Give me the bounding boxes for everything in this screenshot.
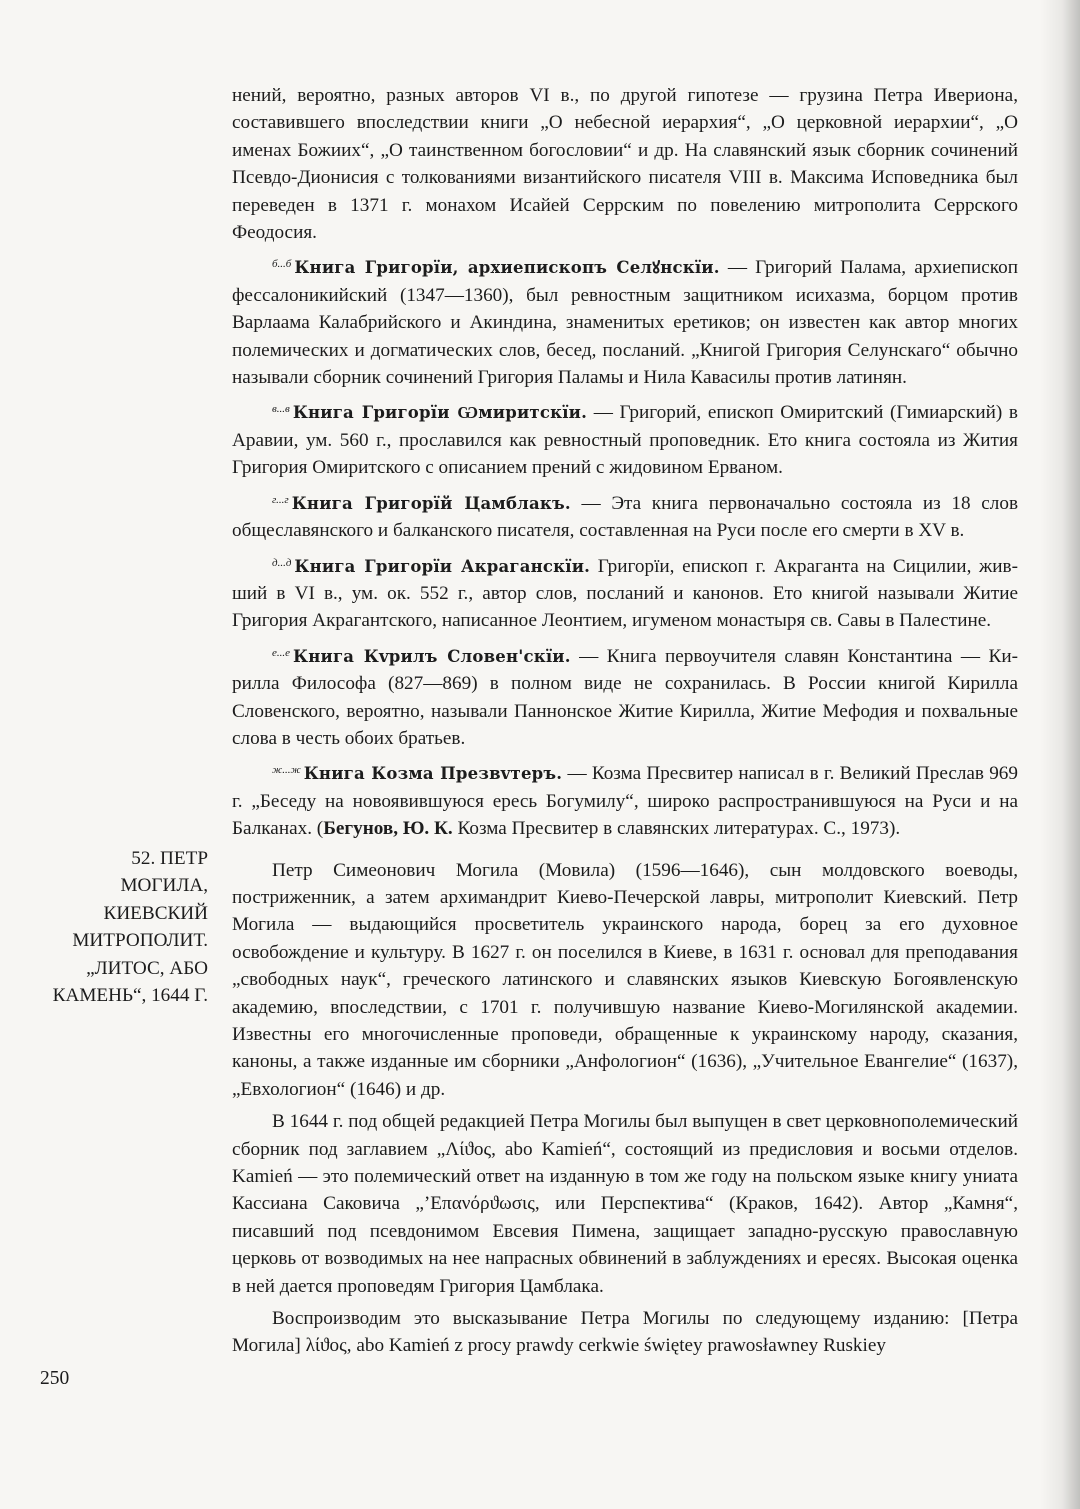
footnote-mark: г...г (272, 493, 289, 506)
footnote-mark: ж...ж (272, 764, 301, 777)
footnote-zh (232, 757, 1018, 842)
footnote-mark: в...в (272, 403, 290, 416)
footnote-text: Григорїи, епископ г. Акраганта на Сицилии, живший в VI в., ум. ок. 552 г., автор слов, посланий и канонов. Ето книгой называли Житие Григория Акрагантского, написанное Леонтием, игуменом монастыря св. Савы в Палестине. (232, 555, 1018, 632)
page-edge-shadow (1040, 0, 1080, 1509)
reference-text: Козма Пресвитер в славянских литературах. С., 1973). (452, 818, 901, 840)
footnote-title: Книга Григорїи Акраганскїи. (294, 556, 591, 576)
page-number: 250 (40, 1368, 70, 1389)
footnote-e (232, 640, 1018, 753)
footnote-title: Книга Козма Презвvтеръ. (303, 764, 563, 784)
footnote-g (232, 487, 1018, 545)
footnote-text: — Книга первоучителя славян Константина — Кирилла Философа (827—869) в полном виде не сохранилась. В России книгой Кирилла Словенского, вероятно, называли Паннонское Житие Кирилла, Житие Мефодия и похвальные слова в честь обоих братьев. (232, 645, 1019, 749)
footnote-title: Книга Григорїй Цамблакъ. (291, 493, 571, 513)
footnote-mark: б...б (272, 258, 292, 271)
section-paragraph: Петр Симеонович Могила (Мовила) (1596—1646), сын молдовского воеводы, постриженник, а затем архимандрит Киево-Печерской лавры, митрополит Киевский. Петр Могила — выдающийся просветитель украинского народа, борец за его духовное освобождение и культуру. В 1627 г. он поселился в Киеве, в 1631 г. основал для преподавания „свободных наук“, греческого латинского и славянских языков Киевскую Богоявленскую академию, впоследствии, с 1701 г. получившую название Киево-Могилянской академии. Известны его многочисленные проповеди, обращенные к украинскому народу, сказания, каноны, а также изданные им сборники „Анфологион“ (1636), „Учительное Евангелие“ (1637), „Евхологион“ (1646) и др. (232, 859, 1018, 1100)
main-text-column (232, 82, 1018, 1365)
section-paragraph: Воспроизводим это высказывание Петра Могилы по следующему изданию: [Петра Могила] λίϑος, abo Kamień z procy prawdy cerkwie świętey prawosławney Ruskiey (232, 1308, 1018, 1357)
footnote-title: Книга Григорїи, архиепископъ Селꙋнскїи. (294, 258, 720, 278)
footnote-text: — Козма Пресвитер написал в г. Великий Преслав 969 г. „Беседу на новоявившуюся ересь Богумилу“, широко распространившуюся на Руси и на Балканах. ( (232, 763, 1018, 840)
footnote-text: — Эта книга первоначально состояла из 18 слов общеславянского и балканского писателя, составленная на Руси после его смерти в XV в. (232, 492, 1018, 542)
section-side-heading: 52. ПЕТР МОГИЛА, КИЕВСКИЙ МИТРОПОЛИТ. „ЛИТОС, АБО КАМЕНЬ“, 1644 Г. (52, 848, 208, 1007)
footnote-mark: е...е (272, 646, 291, 659)
section-52 (232, 857, 1018, 1360)
footnote-v (232, 396, 1018, 481)
footnote-text: — Григорий, епископ Омиритский (Гимиарский) в Аравии, ум. 560 г., прославился как ревностный проповедник. Ето книга состояла из Жития Григория Омиритского с описанием прений с жидовином Ерваном. (232, 402, 1018, 479)
footnote-b (232, 251, 1018, 391)
section-paragraph: В 1644 г. под общей редакцией Петра Могилы был выпущен в свет церковнополемический сборник под заглавием „Λίϑος, abo Kamień“, состоящий из предисловия и восьми отделов. Kamień — это полемический ответ на изданную в том же году на польском языке книгу униата Кассиана Саковича „’Επανόρϑωσις, или Перспектива“ (Краков, 1642). Автор „Камня“, писавший под псевдонимом Евсевия Пимена, защищает западно-русскую православную церковь от возводимых на нее напрасных обвинений в заблуждениях и ересях. Высокая оценка в ней дается проповедям Григория Цамблака. (232, 1111, 1018, 1297)
reference-author: Бегунов, Ю. К. (323, 818, 453, 840)
footnote-mark: д...д (272, 556, 292, 569)
footnote-title: Книга Кvрилъ Словен'скїи. (293, 646, 571, 666)
footnote-title: Книга Григорїи Ѡмиритскїи. (292, 403, 588, 423)
note-continuation: нений, вероятно, разных авторов VI в., по другой гипотезе — грузина Петра Ивериона, составившего впоследствии книги „О небесной иерархия“, „О церковной иерархии“, „О именах Божиих“, „О таинственном богословии“ и др. На славянский язык сборник сочинений Псевдо-Дионисия с толкованиями византийского писателя VIII в. Максима Исповедника был переведен в 1371 г. монахом Исайей Серрским по повелению митрополита Серрского Феодосия. (232, 85, 1018, 244)
footnote-d (232, 550, 1018, 635)
footnote-text: — Григорий Палама, архиепископ фессалоникийский (1347—1360), был ревностным защитником исихазма, борцом против Варлаама Калабрийского и Акиндина, знаменитых еретиков; он известен как автор многих полемических и догматических слов, бесед, посланий. „Книгой Григория Селунскаго“ обычно называли сборник сочинений Григория Паламы и Нила Кавасилы против латинян. (232, 257, 1018, 389)
